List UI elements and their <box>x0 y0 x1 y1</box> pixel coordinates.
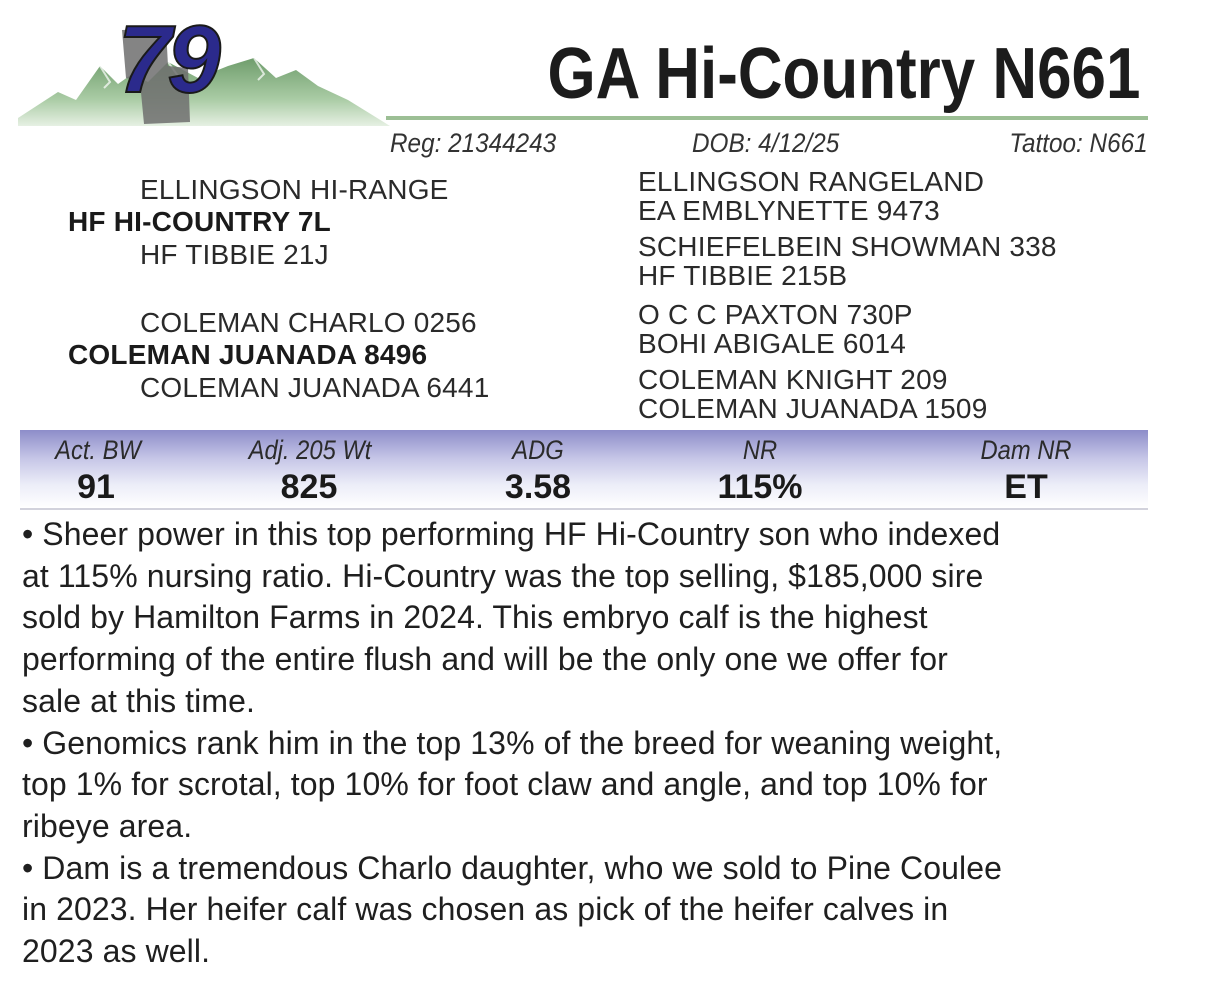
pedigree-ds-sire: O C C PAXTON 730P <box>638 299 913 330</box>
pedigree-ss-sire: ELLINGSON RANGELAND <box>638 166 985 197</box>
stat-label-adj-205-wt: Adj. 205 Wt <box>248 435 372 465</box>
lot-description <box>22 514 1172 973</box>
description-line: top 1% for scrotal, top 10% for foot claw and angle, and top 10% for <box>22 766 988 803</box>
description-line: 2023 as well. <box>22 933 211 970</box>
description-line: performing of the entire flush and will be the only one we offer for <box>22 641 948 678</box>
description-line: • Genomics rank him in the top 13% of the breed for weaning weight, <box>22 724 1003 761</box>
pedigree-sire-sire: ELLINGSON HI-RANGE <box>140 174 449 205</box>
description-line: • Dam is a tremendous Charlo daughter, who we sold to Pine Coulee <box>22 849 1003 886</box>
performance-stats <box>20 430 1148 510</box>
title-divider <box>386 116 1148 120</box>
stat-label-act-bw: Act. BW <box>55 435 141 465</box>
pedigree-dam-sire: COLEMAN CHARLO 0256 <box>140 307 477 338</box>
description-line: • Sheer power in this top performing HF Hi-Country son who indexed <box>22 516 1001 552</box>
pedigree-sd-sire: SCHIEFELBEIN SHOWMAN 338 <box>638 231 1057 262</box>
stat-label-adg: ADG <box>512 435 564 465</box>
pedigree-dd-dam: COLEMAN JUANADA 1509 <box>638 393 988 424</box>
animal-name: GA Hi-Country N661 <box>547 34 1140 114</box>
pedigree-sire: HF HI-COUNTRY 7L <box>68 206 331 237</box>
date-of-birth: DOB: 4/12/25 <box>692 128 840 158</box>
description-line: ribeye area. <box>22 807 193 844</box>
stat-label-nr: NR <box>742 435 778 465</box>
pedigree-ds-dam: BOHI ABIGALE 6014 <box>638 328 906 359</box>
stat-value-nr: 115% <box>717 468 803 506</box>
pedigree-dd-sire: COLEMAN KNIGHT 209 <box>638 364 948 395</box>
description-line: sale at this time. <box>22 682 256 719</box>
description-line: at 115% nursing ratio. Hi-Country was the top selling, $185,000 sire <box>22 557 984 594</box>
stat-value-act-bw: 91 <box>77 468 115 506</box>
stat-value-dam-nr: ET <box>1004 468 1048 506</box>
description-line: sold by Hamilton Farms in 2024. This embryo calf is the highest <box>22 599 928 636</box>
pedigree-dam-dam: COLEMAN JUANADA 6441 <box>140 372 490 403</box>
stat-label-dam-nr: Dam NR <box>980 435 1072 465</box>
lot-number: 79 <box>118 6 217 113</box>
stat-value-adg: 3.58 <box>504 468 572 506</box>
description-line: in 2023. Her heifer calf was chosen as pick of the heifer calves in <box>22 891 949 928</box>
pedigree-ss-dam: EA EMBLYNETTE 9473 <box>638 195 940 226</box>
pedigree-sire-dam: HF TIBBIE 21J <box>140 239 329 270</box>
pedigree-sd-dam: HF TIBBIE 215B <box>638 260 848 291</box>
pedigree-dam: COLEMAN JUANADA 8496 <box>68 339 428 370</box>
stat-value-adj-205-wt: 825 <box>280 468 338 506</box>
tattoo: Tattoo: N661 <box>1009 128 1148 158</box>
registration-number: Reg: 21344243 <box>390 128 557 158</box>
